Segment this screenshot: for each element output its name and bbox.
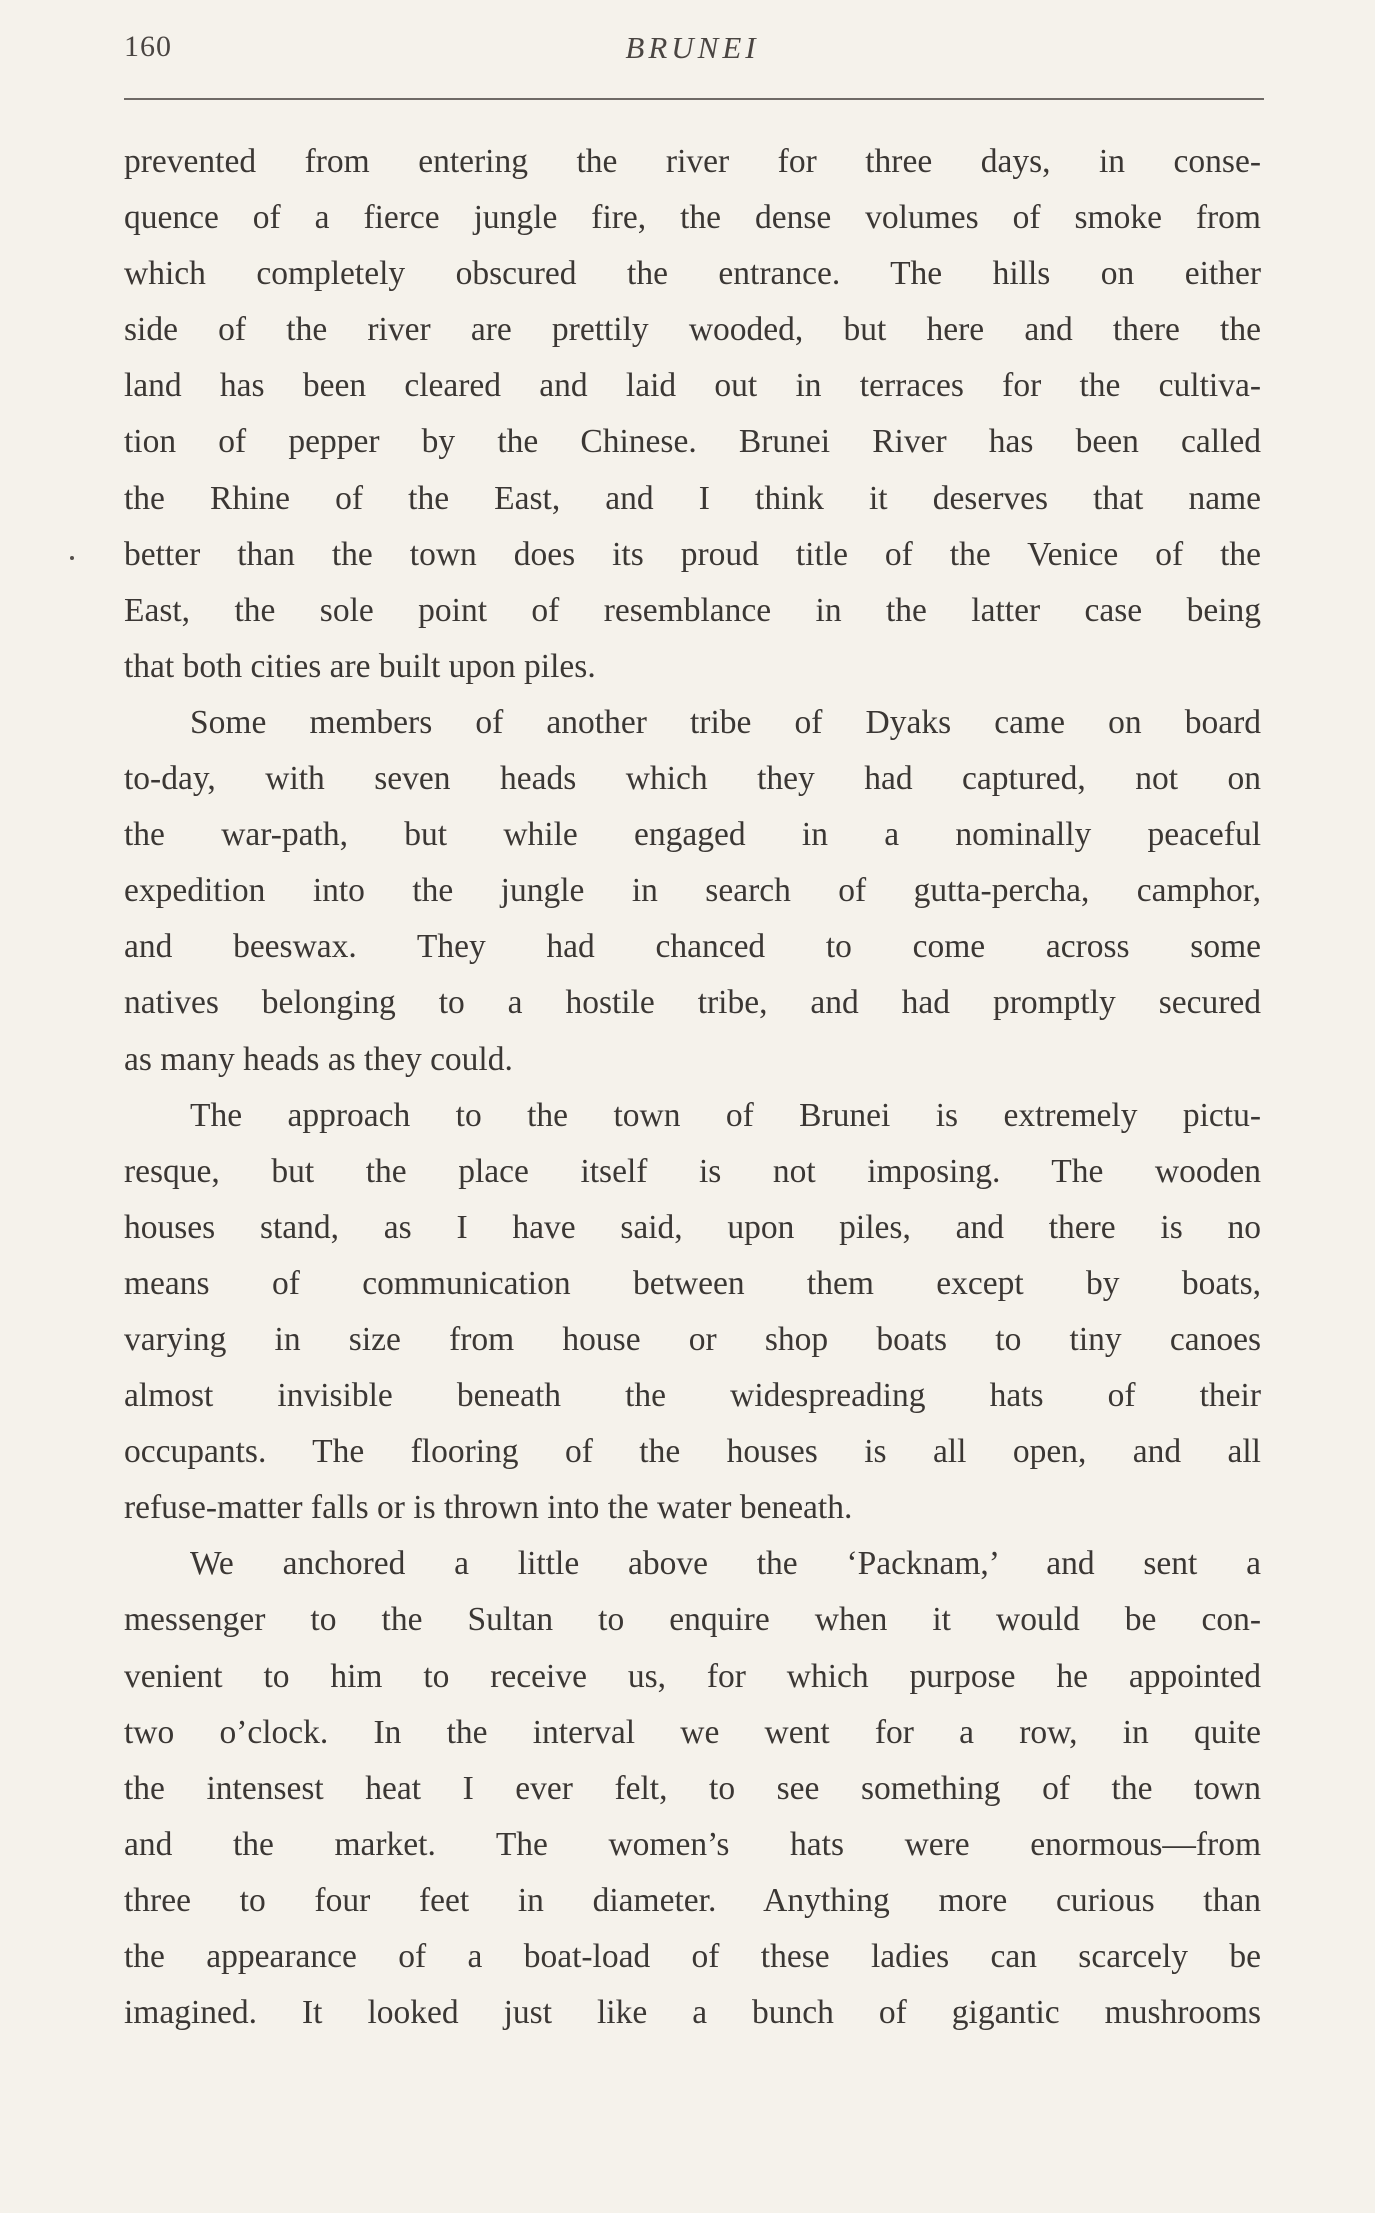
text-line: The approach to the town of Brunei is extremely pictu-: [190, 1096, 1261, 1134]
text-line: prevented from entering the river for three days, in conse-: [124, 143, 1261, 180]
text-line: expedition into the jungle in search of gutta-percha, camphor,: [124, 872, 1261, 910]
text-line: the intensest heat I ever felt, to see something of the town: [124, 1769, 1261, 1807]
text-line: imagined. It looked just like a bunch of gigantic mushrooms: [124, 1994, 1261, 2032]
text-line: the war-path, but while engaged in a nominally peaceful: [124, 816, 1261, 854]
text-line: two o’clock. In the interval we went for a row, in quite: [124, 1713, 1261, 1751]
text-line: land has been cleared and laid out in terraces for the cultiva-: [124, 367, 1261, 405]
text-line: as many heads as they could.: [124, 1040, 513, 1078]
text-line: We anchored a little above the ‘Packnam,’ and sent a: [190, 1545, 1261, 1583]
text-line: side of the river are prettily wooded, but here and there the: [124, 311, 1261, 349]
text-line: natives belonging to a hostile tribe, and had promptly secured: [124, 984, 1261, 1022]
text-line: which completely obscured the entrance. The hills on either: [124, 255, 1261, 293]
body-text: [124, 134, 1261, 2041]
text-line: refuse-matter falls or is thrown into the water beneath.: [124, 1489, 853, 1527]
text-line: to-day, with seven heads which they had captured, not on: [124, 760, 1261, 798]
text-line: and the market. The women’s hats were enormous—from: [124, 1825, 1261, 1863]
text-line: varying in size from house or shop boats to tiny canoes: [124, 1320, 1261, 1358]
header-rule: [124, 98, 1264, 100]
text-line: Some members of another tribe of Dyaks came on board: [190, 703, 1261, 741]
page-number: 160: [124, 30, 172, 63]
paragraph-2: [124, 695, 1261, 1088]
paragraph-3: [124, 1088, 1261, 1537]
text-line: better than the town does its proud title of the Venice of the: [124, 535, 1261, 573]
text-line: that both cities are built upon piles.: [124, 647, 596, 685]
text-line: venient to him to receive us, for which purpose he appointed: [124, 1657, 1261, 1695]
text-line: occupants. The flooring of the houses is all open, and all: [124, 1433, 1261, 1471]
text-line: East, the sole point of resemblance in the latter case being: [124, 591, 1261, 629]
text-line: almost invisible beneath the widespreading hats of their: [124, 1377, 1261, 1415]
running-head: [124, 30, 1261, 80]
text-line: means of communication between them except by boats,: [124, 1264, 1261, 1302]
text-line: the appearance of a boat-load of these ladies can scarcely be: [124, 1938, 1261, 1975]
running-title: BRUNEI: [625, 30, 760, 65]
text-line: three to four feet in diameter. Anything more curious than: [124, 1881, 1261, 1919]
text-line: resque, but the place itself is not imposing. The wooden: [124, 1152, 1261, 1190]
text-line: and beeswax. They had chanced to come across some: [124, 928, 1261, 966]
text-line: messenger to the Sultan to enquire when it would be con-: [124, 1601, 1261, 1639]
text-line: quence of a fierce jungle fire, the dense volumes of smoke from: [124, 199, 1261, 237]
paragraph-1: [124, 134, 1261, 695]
text-line: the Rhine of the East, and I think it deserves that name: [124, 479, 1261, 517]
margin-mark: [70, 556, 74, 560]
text-line: tion of pepper by the Chinese. Brunei River has been called: [124, 423, 1261, 461]
paragraph-4: [124, 1536, 1261, 2041]
text-line: houses stand, as I have said, upon piles, and there is no: [124, 1208, 1261, 1246]
